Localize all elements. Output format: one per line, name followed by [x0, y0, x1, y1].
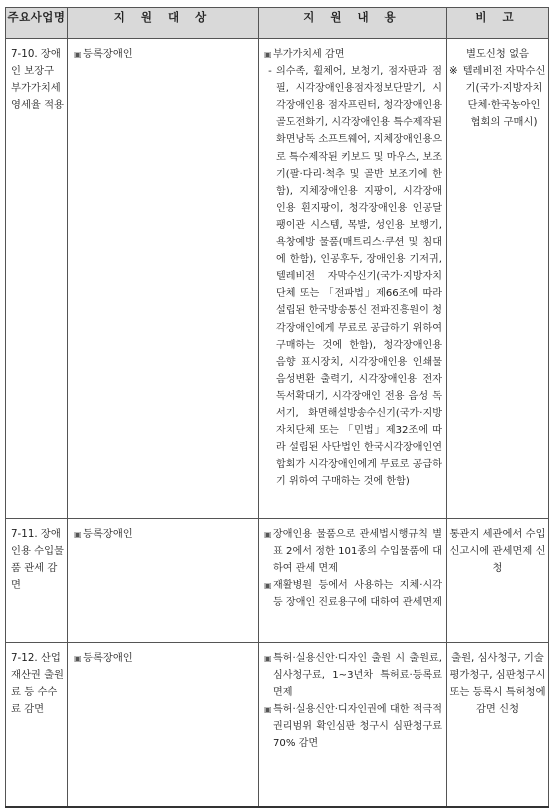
content-cell: [259, 519, 447, 643]
dash-marker: -: [268, 66, 272, 78]
target-text: 등록장애인: [83, 48, 133, 60]
table-row: [6, 643, 549, 808]
support-table: [5, 7, 549, 808]
content-bullet-text: 특허·실용신안·디자인권에 대한 적극적 권리범위 확인심판 청구시 심판청구료 70% 감면: [273, 704, 442, 750]
reference-mark-icon: ※: [449, 65, 458, 77]
header-remarks: 비 고: [447, 8, 549, 39]
header-project-name: 주요사업명: [6, 8, 68, 39]
content-bullet-text: 장애인용 물품으로 관세법시행규칙 별표 2에서 정한 101종의 수입물품에 대하여 관세 면제: [273, 529, 442, 575]
remarks-cell: [447, 39, 549, 519]
project-name-cell: 7-11. 장애인용 수입물품 관세 감면: [6, 519, 68, 643]
content-bullet-text: 부가가치세 감면: [273, 49, 345, 60]
table-row: [6, 519, 549, 643]
target-text: 등록장애인: [83, 652, 133, 664]
content-cell: [259, 643, 447, 808]
remarks-cell: [447, 519, 549, 643]
remark-note-text: 텔레비전 자막수신기(국가·지방자치단체·한국농아인 협회의 구매시): [462, 65, 546, 128]
remarks-cell: [447, 643, 549, 808]
remark-text: 출원, 심사청구, 기술평가청구, 심판청구시 또는 등록시 특허청에 감면 신청: [449, 652, 546, 715]
remark-text: 통관지 세관에서 수입신고시에 관세면제 신청: [449, 528, 546, 574]
header-support-target: 지 원 대 상: [68, 8, 259, 39]
project-name-cell: 7-10. 장애인 보장구 부가가치세 영세율 적용: [6, 39, 68, 519]
content-sub-text: 의수족, 휠체어, 보청기, 점자판과 점필, 시각장애인용점자정보단말기, 시각장애인용 점자프린터, 청각장애인용 골도전화기, 시각장애인용 특수제작된 화면낭독 소프트웨어, 지체장애인용으로 특수제작된 키보드 및 마우스, 보조기(팔·다리·척추 및 골반 보조기에 한함), 지체장애인용 지팡이, 시각장애인용 흰지팡이, 청각장애인용 인공달팽이관 시스템, 목발, 성인용 보행기, 욕창예방 물품(매트리스·쿠션 및 침대에 한함), 인공후두, 장애인용 기저귀, 텔레비전 자막수신기(국가·지방자치단체 또는 「전파법」제66조에 따라 설립된 한국방송통신 전파진흥원이 청각장애인에게 무료로 공급하기 위하여 구매하는 것에 한함), 청각장애인용 음향 표시장치, 시각장애인용 인쇄물 음성변환 출력기, 시각장애인용 전자독서확대기, 시각장애인 전용 음성 독서기, 화면해설방송수신기(국가·지방자치단체 또는 「민법」제32조에 따라 설립된 사단법인 한국시각장애인연합회가 시각장애인에게 무료로 공급하기 위하여 구매하는 것에 한함): [276, 66, 442, 488]
target-cell: [68, 519, 259, 643]
content-cell: [259, 39, 447, 519]
content-bullet-text: 특허·실용신안·디자인 출원 시 출원료, 심사청구료, 1~3년차 특허료·등록료 면제: [273, 653, 442, 699]
square-bullet-icon: ▣: [264, 581, 272, 591]
remark-text: 별도신청 없음: [466, 48, 529, 60]
square-bullet-icon: ▣: [74, 50, 82, 59]
table-header-row: [6, 8, 549, 39]
table-row: [6, 39, 549, 519]
content-bullet-text: 재활병원 등에서 사용하는 지체·시각 등 장애인 진료용구에 대하여 관세면제: [273, 580, 442, 609]
square-bullet-icon: ▣: [264, 50, 272, 59]
square-bullet-icon: ▣: [264, 530, 272, 539]
square-bullet-icon: ▣: [264, 654, 272, 663]
square-bullet-icon: ▣: [74, 530, 82, 539]
project-name-cell: 7-12. 산업재산권 출원료 등 수수료 감면: [6, 643, 68, 808]
square-bullet-icon: ▣: [264, 705, 272, 715]
target-cell: [68, 39, 259, 519]
square-bullet-icon: ▣: [74, 654, 82, 663]
target-cell: [68, 643, 259, 808]
target-text: 등록장애인: [83, 528, 133, 540]
header-support-content: 지 원 내 용: [259, 8, 447, 39]
